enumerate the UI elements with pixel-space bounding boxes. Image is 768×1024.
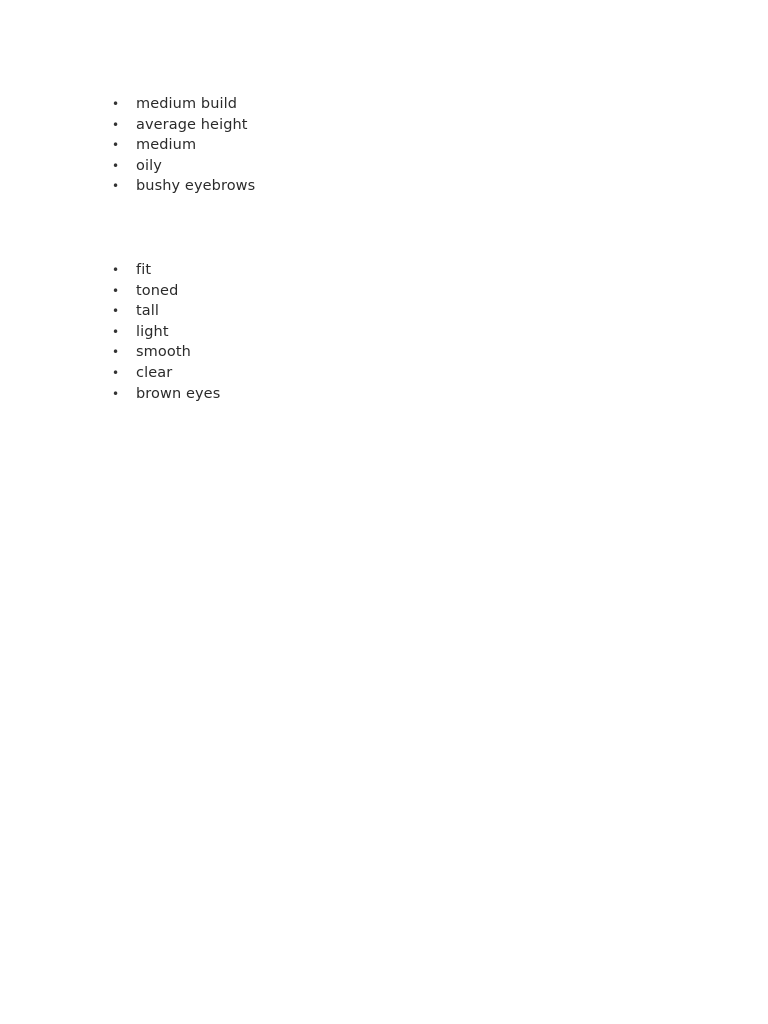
list-item-text: brown eyes (136, 385, 221, 402)
list-item-text: average height (136, 116, 248, 133)
list-item (108, 156, 255, 177)
bullet-icon: • (112, 345, 120, 360)
bullet-icon: • (112, 324, 120, 339)
list-item-text: light (136, 323, 169, 340)
bullet-icon: • (112, 263, 120, 277)
bullet-icon: • (112, 179, 120, 194)
list-item (108, 281, 220, 302)
bullet-icon: • (112, 117, 120, 132)
list-item (108, 176, 255, 197)
list-item-text: tall (136, 303, 160, 320)
list-item (108, 342, 220, 363)
list-item (108, 115, 255, 136)
bullet-icon: • (112, 304, 120, 319)
list-item (108, 301, 220, 322)
list-item-text: medium (136, 137, 197, 154)
list-item-text: oily (136, 157, 162, 174)
bullet-icon: • (112, 283, 120, 298)
bullet-icon: • (112, 138, 120, 153)
list-item (108, 384, 220, 405)
bullet-list-1 (108, 94, 255, 197)
bullet-list-2 (108, 260, 220, 404)
list-item-text: medium build (136, 96, 238, 112)
bullet-icon: • (112, 386, 120, 401)
bullet-icon: • (112, 158, 120, 173)
bullet-icon: • (112, 97, 120, 111)
list-item (108, 363, 220, 384)
list-item-text: fit (136, 262, 152, 278)
list-item-text: bushy eyebrows (136, 178, 256, 195)
list-item (108, 322, 220, 343)
list-item-text: smooth (136, 344, 191, 361)
bullet-icon: • (112, 365, 120, 380)
list-item (108, 135, 255, 156)
list-item-text: toned (136, 282, 179, 299)
list-item (108, 260, 220, 281)
list-item-text: clear (136, 364, 173, 381)
list-item (108, 94, 255, 115)
